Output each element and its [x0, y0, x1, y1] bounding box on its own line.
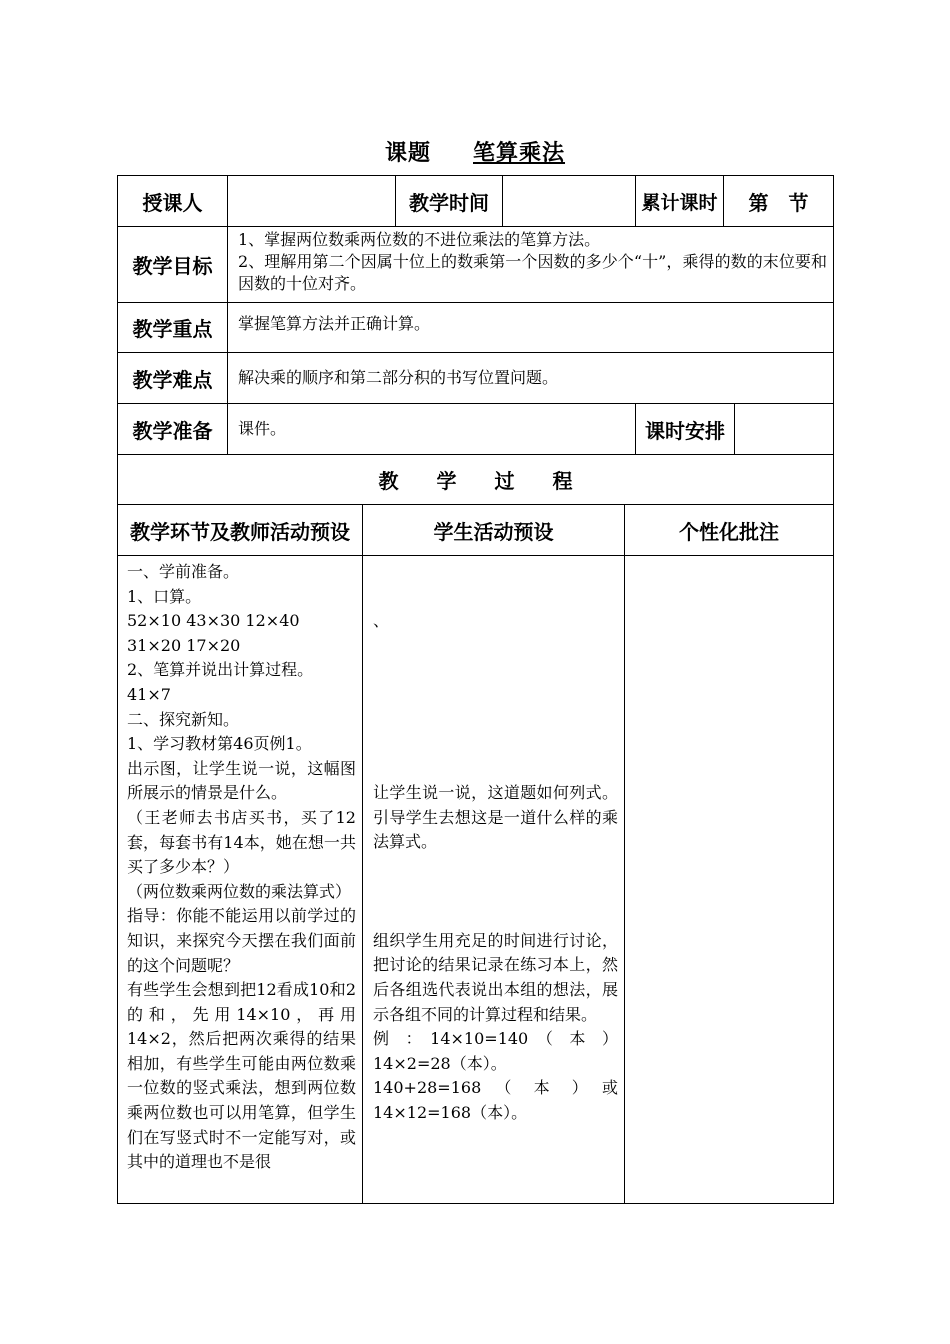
- section-label: 第 节: [724, 176, 834, 227]
- teacher-label: 授课人: [118, 176, 228, 227]
- teacher-line: 41×7: [127, 684, 171, 704]
- lesson-title: [0, 136, 950, 167]
- teacher-line: 一、学前准备。: [127, 562, 240, 581]
- teacher-line: 指导：你能不能运用以前学过的知识，来探究今天摆在我们面前的这个问题呢？: [127, 906, 356, 975]
- teacher-line: 出示图，让学生说一说，这幅图所展示的情景是什么。: [127, 758, 356, 803]
- schedule-value[interactable]: [735, 404, 834, 455]
- objectives-label: 教学目标: [118, 227, 228, 303]
- teacher-line: （两位数乘两位数的乘法算式）: [127, 881, 352, 901]
- key-points-text: 掌握笔算方法并正确计算。: [228, 303, 834, 353]
- objectives-text: [228, 227, 834, 303]
- lesson-plan-table: [117, 175, 834, 1204]
- teacher-line: 2、笔算并说出计算过程。: [127, 660, 314, 680]
- difficulties-row: [118, 353, 834, 404]
- notes-cell[interactable]: [625, 556, 834, 1204]
- teacher-line: 二、探究新知。: [127, 709, 240, 729]
- student-block: 、: [373, 611, 390, 630]
- preparation-row: [118, 404, 834, 455]
- student-block: 让学生说一说，这道题如何列式。引导学生去想这是一道什么样的乘法算式。: [373, 783, 618, 852]
- student-block: 140+28=168 （ 本 ） 或14×12=168（本）。: [373, 1078, 618, 1122]
- student-block: 例 ： 14×10=140 （ 本 ）14×2=28（本）。: [373, 1029, 618, 1073]
- objective-line: 2、理解用第二个因属十位上的数乘第一个因数的多少个“十”，乘得的数的末位要和因数的十位对齐。: [238, 252, 827, 293]
- header-row: [118, 176, 834, 227]
- preparation-label: 教学准备: [118, 404, 228, 455]
- title-label: 课题: [384, 141, 431, 166]
- preparation-text: 课件。: [228, 404, 636, 455]
- difficulties-label: 教学难点: [118, 353, 228, 404]
- teacher-activity-cell: [118, 556, 363, 1204]
- teacher-line: （王老师去书店买书，买了12套，每套书有14本，她在想一共买了多少本？）: [127, 807, 356, 877]
- student-activity-header: 学生活动预设: [363, 505, 625, 556]
- process-body-row: [118, 556, 834, 1204]
- teacher-activity-header: 教学环节及教师活动预设: [118, 505, 363, 556]
- process-heading: 教学过程: [118, 455, 834, 505]
- teacher-line: 1、学习教材第46页例1。: [127, 734, 312, 754]
- schedule-label: 课时安排: [636, 404, 735, 455]
- process-heading-row: [118, 455, 834, 505]
- hours-label: 累计课时: [636, 176, 724, 227]
- key-points-label: 教学重点: [118, 303, 228, 353]
- key-points-row: [118, 303, 834, 353]
- teacher-value[interactable]: [228, 176, 396, 227]
- teacher-line: 31×20 17×20: [127, 635, 241, 655]
- time-value[interactable]: [503, 176, 636, 227]
- teacher-line: 52×10 43×30 12×40: [127, 611, 300, 631]
- difficulties-text: 解决乘的顺序和第二部分积的书写位置问题。: [228, 353, 834, 404]
- student-block: 组织学生用充足的时间进行讨论，把讨论的结果记录在练习本上，然后各组选代表说出本组的想法，展示各组不同的计算过程和结果。: [373, 930, 618, 1024]
- objectives-row: [118, 227, 834, 303]
- objective-line: 1、掌握两位数乘两位数的不进位乘法的笔算方法。: [238, 230, 601, 249]
- time-label: 教学时间: [396, 176, 503, 227]
- student-activity-cell: [363, 556, 625, 1204]
- column-header-row: [118, 505, 834, 556]
- teacher-line: 有些学生会想到把12看成10和2的和，先用14×10，再用14×2，然后把两次乘得的结果相加，有些学生可能由两位数乘一位数的竖式乘法，想到两位数乘两位数也可以用笔算，但学生们在写竖式时不一定能写对，或其中的道理也不是很: [127, 980, 356, 1172]
- notes-header: 个性化批注: [625, 505, 834, 556]
- title-name: 笔算乘法: [473, 141, 566, 166]
- teacher-line: 1、口算。: [127, 586, 202, 606]
